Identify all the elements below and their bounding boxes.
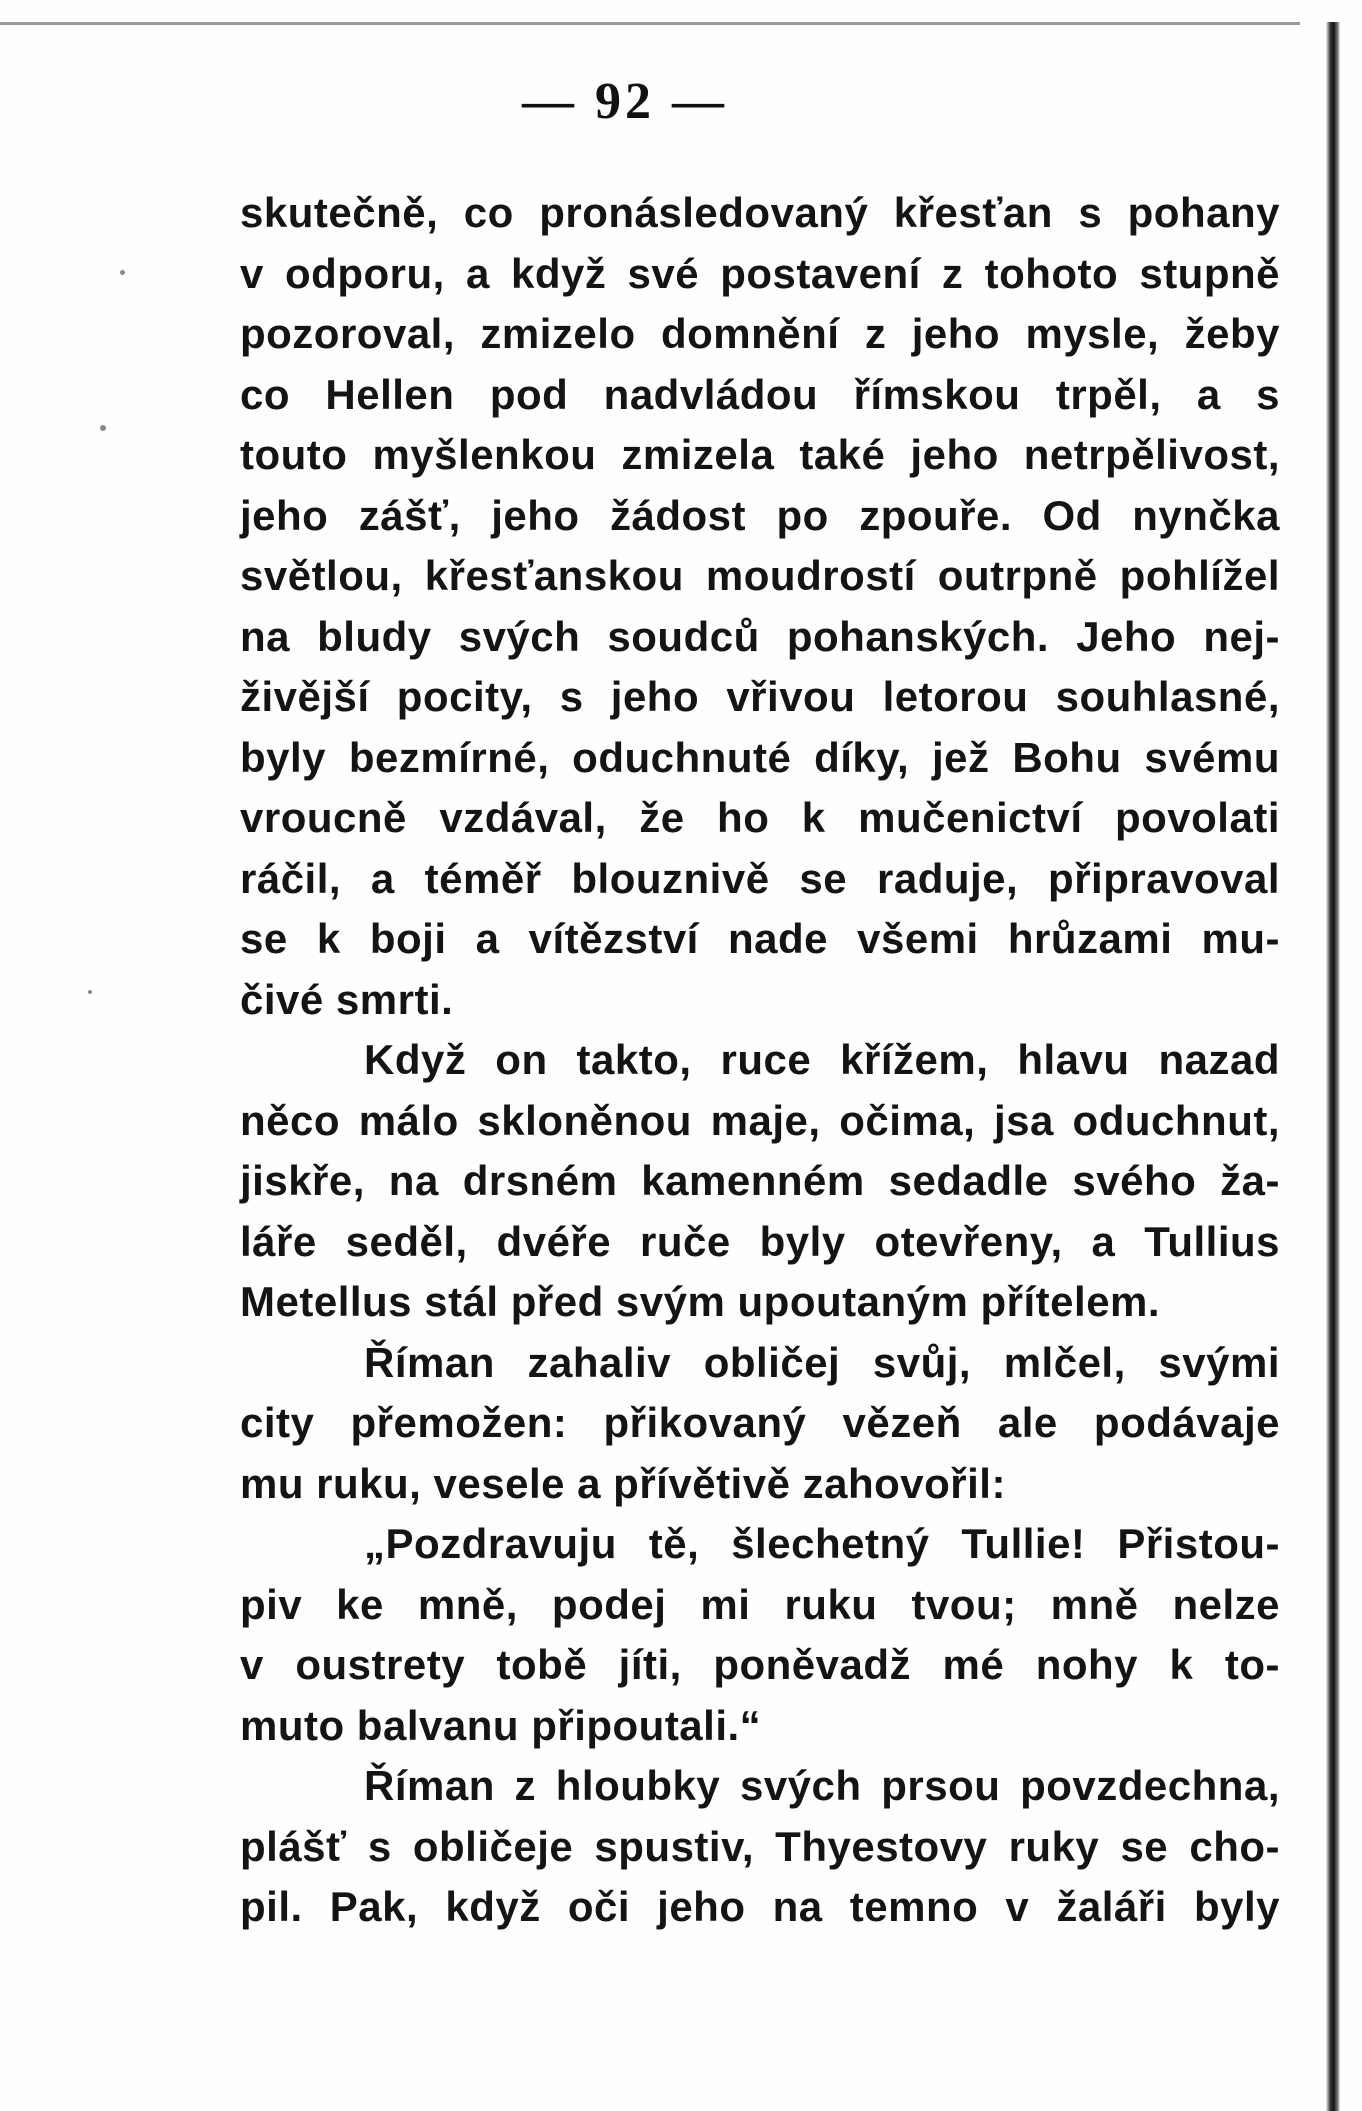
text-line: touto myšlenkou zmizela také jeho netrpělivost, xyxy=(240,431,1280,478)
text-line: plášť s obličeje spustiv, Thyestovy ruky se cho- xyxy=(240,1822,1280,1870)
text-line: Říman zahaliv obličej svůj, mlčel, svými xyxy=(364,1338,1280,1386)
text-line: v odporu, a když své postavení z tohoto stupně xyxy=(240,249,1280,297)
text-line: čivé smrti. xyxy=(240,975,454,1023)
text-line: mu ruku, vesele a přívětivě zahovořil: xyxy=(240,1459,1006,1507)
paper-speck xyxy=(120,270,125,275)
text-line: muto balvanu připoutali.“ xyxy=(240,1701,762,1749)
text-line: jeho zášť, jeho žádost po zpouře. Od nynčka xyxy=(240,491,1280,539)
text-line: jiskře, na drsném kamenném sedadle svého ža- xyxy=(240,1157,1280,1204)
text-line: v oustrety tobě jíti, poněvadž mé nohy k to- xyxy=(240,1641,1280,1688)
text-line: vroucně vzdával, že ho k mučenictví povolati xyxy=(240,794,1280,841)
body-text xyxy=(240,183,1280,1938)
text-line: ráčil, a téměř blouznivě se raduje, připravoval xyxy=(240,854,1280,902)
text-line: na bludy svých soudců pohanských. Jeho nej- xyxy=(240,612,1280,660)
text-line: se k boji a vítězství nade všemi hrůzami mu- xyxy=(240,915,1280,962)
text-line: Metellus stál před svým upoutaným přítelem. xyxy=(240,1278,1161,1325)
text-line: láře seděl, dvéře ruče byly otevřeny, a Tullius xyxy=(240,1217,1280,1265)
text-line: Říman z hloubky svých prsou povzdechna, xyxy=(364,1762,1280,1809)
page-number: — 92 — xyxy=(522,73,728,130)
text-line: pozoroval, zmizelo domnění z jeho mysle, žeby xyxy=(240,310,1280,357)
text-line: Když on takto, ruce křížem, hlavu nazad xyxy=(364,1036,1280,1083)
text-line: city přemožen: přikovaný vězeň ale podávaje xyxy=(240,1399,1280,1446)
text-line: „Pozdravuju tě, šlechetný Tullie! Přistou- xyxy=(364,1520,1280,1567)
paper-speck xyxy=(100,425,106,431)
text-line: pil. Pak, když oči jeho na temno v žaláři byly xyxy=(240,1883,1280,1930)
page-binding-edge xyxy=(1326,22,1340,2111)
text-line: něco málo skloněnou maje, očima, jsa oduchnut, xyxy=(240,1096,1280,1144)
text-line: piv ke mně, podej mi ruku tvou; mně nelze xyxy=(240,1580,1280,1628)
text-line: skutečně, co pronásledovaný křesťan s pohany xyxy=(240,189,1280,236)
text-line: živější pocity, s jeho vřivou letorou souhlasné, xyxy=(240,673,1280,720)
text-line: světlou, křesťanskou moudrostí outrpně pohlížel xyxy=(240,552,1280,599)
top-border xyxy=(0,22,1300,25)
text-line: byly bezmírné, oduchnuté díky, jež Bohu svému xyxy=(240,733,1280,781)
paper-speck xyxy=(88,990,92,994)
text-line: co Hellen pod nadvládou římskou trpěl, a s xyxy=(240,370,1280,418)
